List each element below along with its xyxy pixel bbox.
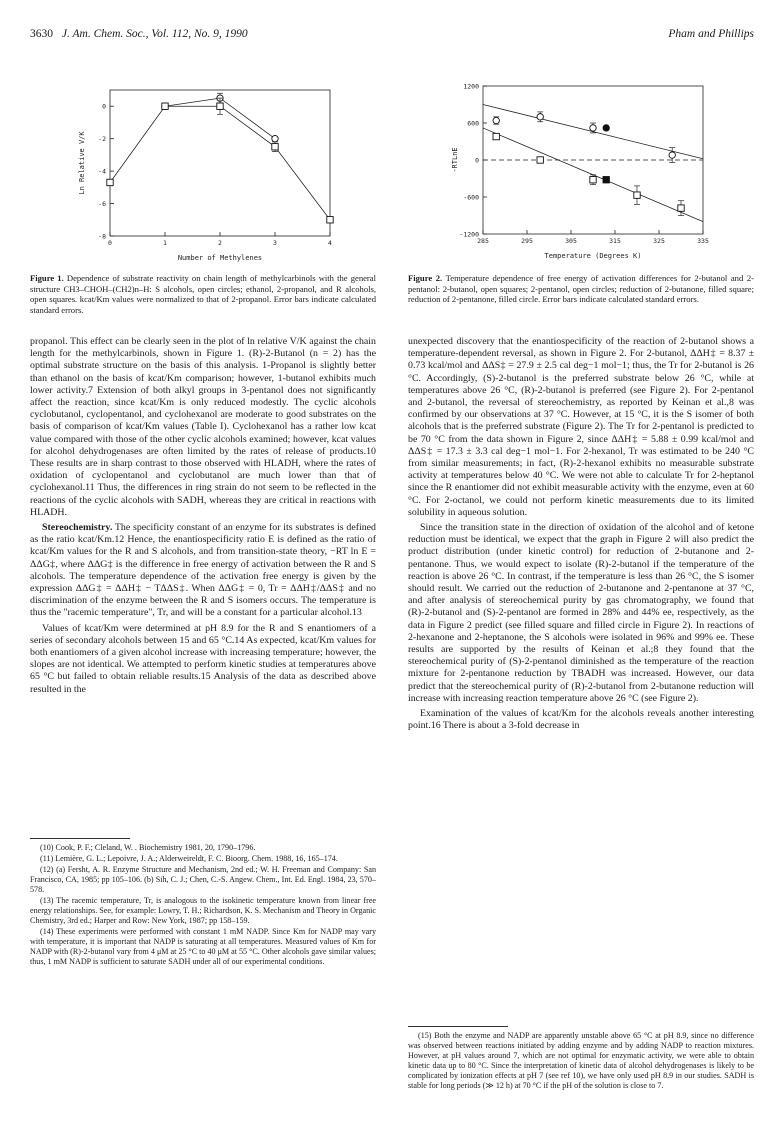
footnote-15: (15) Both the enzyme and NADP are apparently unstable above 65 °C at pH 8.9, since no difference was observed between reactions initiated by adding enzyme and by adding NADP to reaction mixtures. However, at pH values around 7, which are not optimal for enzymatic activity, we were able to obtain kinetic data up to 80 °C. Since the interpretation of kinetic data of alcohol dehydrogenases is likely to be complicated by ionization effects at pH 7 (see ref 10), we have only used pH 8.9 in our studies. SADH is stable for long periods (≫ 12 h) at 70 °C if the pH of the solution is close to 7. (408, 1031, 754, 1090)
data-point-circle-filled (603, 125, 609, 131)
header-authors: Pham and Phillips (668, 28, 754, 40)
data-point-square-open (537, 157, 543, 163)
x-tick-label: 325 (653, 237, 665, 245)
y-axis-label: Ln Relative V/K (78, 131, 86, 195)
x-axis-label: Number of Methylenes (177, 254, 263, 262)
footnote-11: (11) Lemière, G. L.; Lepoivre, J. A.; Alderweireldt, F. C. Bioorg. Chem. 1988, 16, 165–174. (40, 854, 338, 863)
journal-citation: J. Am. Chem. Soc., Vol. 112, No. 9, 1990 (61, 28, 248, 40)
figure-1-caption-label: Figure 1. (30, 273, 64, 283)
data-point-circle-open (590, 125, 596, 131)
page-number: 3630 (30, 28, 53, 40)
y-tick-label: 600 (467, 119, 479, 128)
data-point-square (272, 144, 278, 150)
x-axis-label: Temperature (Degrees K) (544, 252, 642, 260)
left-paragraph-1: propanol. This effect can be clearly seen in the plot of ln relative V/K against the chain length for the methylcarbinols, shown in Figure 1. (R)-2-Butanol (n = 2) has the optimal substrate structure on the basis of this analysis. 1-Propanol is slightly better than ethanol on the basis of kcat/Km comparison; however, 1-butanol exhibits much lower activity.7 Extension of both alkyl groups in 3-pentanol does not significantly affect the reaction, since kcat/Km is only reduced modestly. The cyclic alcohols cyclobutanol, cyclopentanol, and cyclohexanol are moderate to good substrates on the basis of comparison of kcat/Km values (Table I). Cyclohexanol has a rather low kcat value compared with those of the other cyclic alcohols examined; however, kcat values for alcohol dehydrogenases are often limited by the rates of release of products.10 These results are in sharp contrast to those observed with HLADH, where the rates of oxidation of cyclopentanol and cyclobutanol are much lower than that of cyclohexanol.11 Thus, the differences in ring strain do not seem to be reflected in the reactions of the cyclic alcohols with SADH, whereas they are critical in reactions with HLADH. (30, 336, 376, 518)
running-header (30, 28, 754, 44)
data-point-square-open (493, 133, 499, 139)
x-tick-label: 315 (609, 237, 621, 245)
data-point-circle-open (493, 117, 499, 123)
x-tick-label: 1 (163, 239, 167, 247)
y-tick-label: 0 (102, 102, 106, 111)
footnote-10: (10) Cook, P. F.; Cleland, W. . Biochemistry 1981, 20, 1790–1796. (40, 843, 256, 852)
figure-1-chart (30, 82, 376, 270)
data-point-circle-open (537, 114, 543, 120)
x-tick-label: 295 (521, 237, 533, 245)
right-paragraph-2: Since the transition state in the direction of oxidation of the alcohol and of ketone reduction must be identical, we expect that the graph in Figure 2 will also predict the product distribution (under kinetic control) for reduction of 2-butanone and 2-pentanone. Thus, we would expect to isolate (R)-2-butanol if the temperature of the reaction is above 26 °C. In contrast, if the temperature is less than 26 °C, the S isomer should result. We carried out the reduction of 2-butanone and 2-pentanone at 37 °C, and after analysis of stereochemical purity by gas chromatography, we found that (R)-2-butanol and (S)-2-pentanol are formed in 28% and 44% ee, respectively, as the data in Figure 2 predict (see filled square and filled circle in Figure 2). In reactions of 2-hexanone and 2-heptanone, the S alcohols were isolated in 96% and 99% ee. These results are supported by the results of Keinan et al.;8 they found that the stereochemical purity of (S)-2-pentanol diminished as the temperature of the reaction mixture for 2-pentanone reduction by TBADH was increased. However, our data predict that the stereochemical purity of (R)-2-butanol from 2-butanone reduction will increase with increasing reaction temperature above 26 °C (see Figure 2). (408, 522, 754, 704)
y-tick-label: -600 (463, 193, 479, 202)
footnote-12: (12) (a) Fersht, A. R. Enzyme Structure and Mechanism, 2nd ed.; W. H. Freeman and Company: San Francisco, CA, 1985; pp 105–106. (b) Sih, C. J.; Chen, C.-S. Angew. Chem., Int. Ed. Engl. 1984, 23, 570–578. (30, 865, 376, 894)
figure-2-caption (408, 273, 754, 305)
x-tick-label: 335 (697, 237, 709, 245)
figure-1-caption (30, 273, 376, 315)
x-tick-label: 2 (218, 239, 222, 247)
x-tick-label: 3 (273, 239, 277, 247)
y-tick-label: -8 (98, 232, 106, 241)
x-tick-label: 305 (565, 237, 577, 245)
footnote-13: (13) The racemic temperature, Tr, is analogous to the isokinetic temperature known from linear free energy relationships. See, for example: Lowry, T. H.; Richardson, K. S. Mechanism and Theory in Organic Chemistry, 3rd ed.; Harper and Row: New York, 1987; pp 158–159. (30, 896, 377, 925)
figure-2-chart (408, 82, 754, 270)
x-tick-label: 4 (328, 239, 332, 247)
y-tick-label: 1200 (463, 82, 479, 91)
data-point-circle-open (669, 152, 675, 158)
right-footnotes (408, 1031, 754, 1092)
figure-2-caption-label: Figure 2. (408, 273, 443, 283)
series-line (110, 106, 330, 220)
right-column-text (408, 336, 754, 733)
figure-1 (30, 82, 376, 270)
figure-1-caption-text: Dependence of substrate reactivity on chain length of methylcarbinols with the general structure CH3–CHOH–(CH2)n–H: S alcohols, open circles; ethanol, 2-propanol, and R alcohols, open squares. kcat/Km values were normalized to that of 2-propanol. Error bars indicate calculated standard errors. (30, 273, 376, 315)
header-left (30, 28, 248, 44)
y-axis-label: -RTLnE (451, 147, 459, 173)
data-point-square (217, 103, 223, 109)
left-paragraph-2 (30, 522, 376, 620)
y-tick-label: -6 (98, 199, 106, 208)
right-paragraph-3: Examination of the values of kcat/Km for the alcohols reveals another interesting point.16 There is about a 3-fold decrease in (408, 708, 754, 732)
data-point-square-open (634, 192, 640, 198)
data-point-circle (272, 135, 278, 141)
y-tick-label: -4 (98, 167, 106, 176)
left-paragraph-3: Values of kcat/Km were determined at pH 8.9 for the R and S enantiomers of a series of secondary alcohols between 15 and 65 °C.14 As expected, kcat/Km values for both enantiomers of a given alcohol increase with increasing temperature; however, the slopes are not identical. We attempted to perform kinetic studies at temperatures above 65 °C but failed to obtain reliable results.15 Analysis of the data as described above resulted in the (30, 622, 376, 695)
data-point-square (107, 179, 113, 185)
data-point-square-open (590, 177, 596, 183)
data-point-square (327, 217, 333, 223)
y-tick-label: -2 (98, 134, 106, 143)
y-tick-label: -1200 (459, 230, 479, 239)
left-column-text (30, 336, 376, 696)
x-tick-label: 0 (108, 239, 112, 247)
footnote-rule-right (408, 1026, 508, 1027)
footnote-14: (14) These experiments were performed with constant 1 mM NADP. Since Km for NADP may vary with temperature, it is important that NADP is saturating at all temperatures. Measured values of Km for NADP with (R)-2-butanol vary from 4 μM at 25 °C to 40 μM at 55 °C. Other alcohols gave similar values; thus, 1 mM NADP is sufficient to saturate SADH under all of our experimental conditions. (30, 927, 376, 966)
left-footnotes (30, 843, 376, 968)
figure-2-caption-text: Temperature dependence of free energy of activation differences for 2-butanol and 2-pentanol: 2-butanol, open squares; 2-pentanol, open circles; reduction of 2-butanone, filled square; reduction of 2-pentanone, filled circle. Error bars indicate calculated standard errors. (408, 273, 755, 305)
data-point-square-filled (603, 177, 609, 183)
x-tick-label: 285 (477, 237, 489, 245)
figure-2 (408, 82, 754, 270)
right-paragraph-1: unexpected discovery that the enantiospecificity of the reaction of 2-butanol shows a temperature-dependent reversal, as shown in Figure 2. For 2-butanol, ΔΔH‡ = 8.37 ± 0.73 kcal/mol and ΔΔS‡ = 27.9 ± 2.5 cal deg−1 mol−1; thus, the Tr for 2-butanol is 26 °C. Accordingly, (S)-2-butanol is the preferred substrate below 26 °C, while at temperatures above 26 °C, (R)-2-butanol is preferred (see Figure 2). For 2-pentanol and 2-butanol, the reversal of stereochemistry, as reported by Keinan et al.,8 was confirmed by our observations at 37 °C. However, at 15 °C, it is the S isomer of both alcohols that is the preferred substrate (Figure 2). The Tr for 2-pentanol is predicted to be 70 °C from the data shown in Figure 2, since ΔΔH‡ = 5.88 ± 0.99 kcal/mol and ΔΔS‡ = 17.3 ± 3.3 cal deg−1 mol−1. For 2-hexanol, Tr was estimated to be 240 °C from similar measurements; in fact, (R)-2-hexanol exhibits no measurable substrate activity at temperatures below 40 °C. We were not able to calculate Tr for 2-heptanol since the R enantiomer did not exhibit measurable activity with the enzyme, even at 60 °C. For 2-octanol, we could not perform kinetic measurements due to its limited solubility in aqueous solution. (408, 336, 754, 518)
stereochemistry-heading: Stereochemistry. (42, 522, 113, 534)
data-point-square (162, 103, 168, 109)
y-tick-label: 0 (475, 156, 479, 165)
left-paragraph-2-text: The specificity constant of an enzyme for its substrates is defined as the ratio kcat/Km.12 Hence, the enantiospecificity ratio E is defined as the ratio of kcat/Km values for the R and S alcohols, and from transition-state theory, −RT ln E = ΔΔG‡, where ΔΔG‡ is the difference in free energy of activation between the R and S alcohols. The temperature dependence of the activation free energy is given by the expression ΔΔG‡ = ΔΔH‡ − TΔΔS‡. When ΔΔG‡ = 0, Tr = ΔΔH‡/ΔΔS‡ and no discrimination of the enzyme between the R and S isomers occurs. The temperature is thus the "racemic temperature", Tr, and will be a constant for a particular alcohol.13 (30, 522, 376, 619)
footnote-rule-left (30, 838, 130, 839)
data-point-square-open (678, 205, 684, 211)
